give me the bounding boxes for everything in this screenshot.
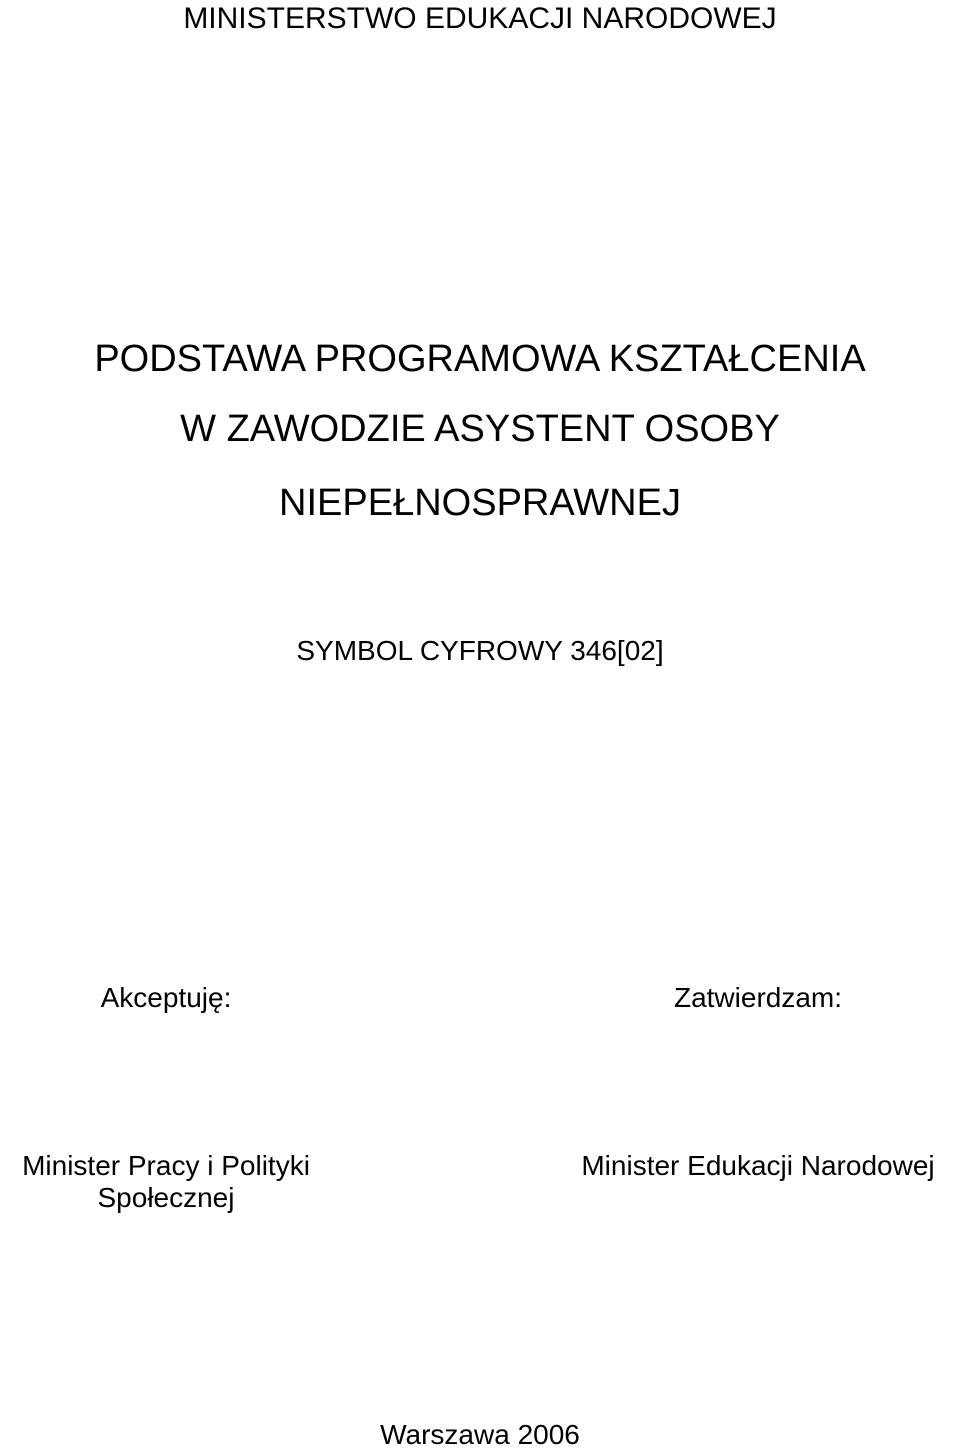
left-signatory-line-2: Społecznej [97,1182,235,1214]
right-signatory-line-1: Minister Edukacji Narodowej [581,1150,935,1181]
left-signatory-line-1: Minister Pracy i Polityki [22,1150,310,1181]
right-signatory [556,1150,960,1182]
title-line-3: NIEPEŁNOSPRAWNEJ [279,482,681,524]
title-line-2: W ZAWODZIE ASYSTENT OSOBY [180,408,780,450]
approve-label: Zatwierdzam: [673,982,843,1013]
accept-label: Akceptuję: [100,982,232,1013]
left-signatory [0,1150,332,1215]
place-year: Warszawa 2006 [380,1419,580,1450]
title-line-1: PODSTAWA PROGRAMOWA KSZTAŁCENIA [94,338,866,380]
ministry-header: MINISTERSTWO EDUKACJI NARODOWEJ [183,2,777,35]
symbol-code: SYMBOL CYFROWY 346[02] [296,635,664,666]
